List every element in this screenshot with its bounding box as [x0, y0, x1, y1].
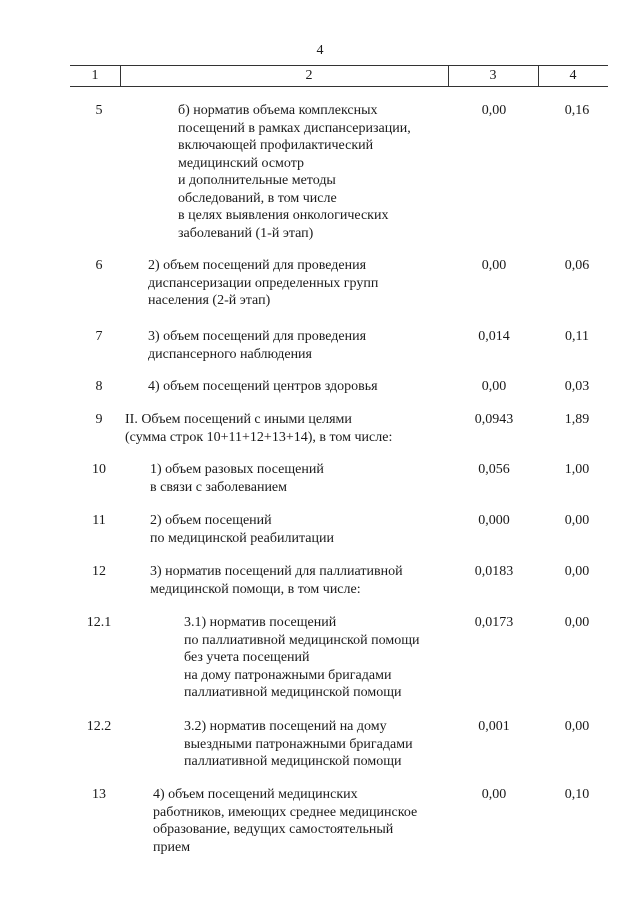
row-text-line: паллиативной медицинской помощи	[184, 685, 402, 700]
row-description	[178, 102, 411, 242]
row-text-line: 1) объем разовых посещений	[150, 462, 324, 477]
row-text-line: медицинской помощи, в том числе:	[150, 581, 361, 597]
row-value-col4: 0,03	[564, 379, 590, 394]
row-text-line: 4) объем посещений центров здоровья	[148, 379, 378, 394]
row-number: 8	[95, 379, 103, 394]
row-number: 6	[95, 258, 103, 273]
row-text-line: б) норматив объема комплексных	[178, 103, 378, 118]
row-value-col4: 0,00	[564, 513, 590, 528]
row-number: 7	[95, 329, 103, 344]
row-number: 12	[92, 564, 106, 579]
row-text-line: II. Объем посещений с иными целями	[125, 412, 352, 427]
header-col-2: 2	[305, 68, 313, 83]
row-text-line: работников, имеющих среднее медицинское	[153, 804, 418, 820]
row-value-col3: 0,014	[478, 329, 510, 344]
row-value-col3: 0,0183	[474, 564, 514, 579]
row-value-col4: 1,89	[564, 412, 590, 427]
row-text-line: 3) объем посещений для проведения	[148, 329, 367, 344]
row-value-col3: 0,0943	[474, 412, 514, 427]
row-number: 9	[95, 412, 103, 427]
row-description	[148, 378, 378, 396]
row-text-line: по медицинской реабилитации	[150, 530, 334, 546]
row-text-line: образование, ведущих самостоятельный	[153, 822, 394, 837]
row-text-line: без учета посещений	[184, 650, 310, 665]
row-value-col3: 0,00	[481, 103, 507, 118]
row-value-col4: 0,16	[564, 103, 590, 118]
row-text-line: 2) объем посещений	[150, 513, 272, 528]
row-value-col3: 0,00	[481, 379, 507, 394]
row-text-line: паллиативной медицинской помощи	[184, 754, 402, 769]
row-text-line: выездными патронажными бригадами	[184, 736, 413, 752]
row-description	[125, 411, 392, 446]
page-number: 4	[316, 43, 324, 58]
row-description	[148, 328, 366, 363]
header-col-1: 1	[91, 68, 99, 83]
header-col-3: 3	[489, 68, 497, 83]
row-text-line: обследований, в том числе	[178, 190, 337, 206]
row-text-line: 3) норматив посещений для паллиативной	[150, 564, 403, 579]
row-value-col4: 0,00	[564, 564, 590, 579]
row-text-line: включающей профилактический	[178, 138, 374, 153]
row-value-col3: 0,000	[478, 513, 510, 528]
row-text-line: диспансерного наблюдения	[148, 346, 312, 362]
header-col-4: 4	[569, 68, 577, 83]
row-value-col4: 0,10	[564, 787, 590, 802]
row-number: 11	[92, 513, 106, 528]
row-text-line: 4) объем посещений медицинских	[153, 787, 358, 802]
row-text-line: диспансеризации определенных групп	[148, 275, 379, 291]
row-description	[150, 563, 403, 598]
row-text-line: по паллиативной медицинской помощи	[184, 632, 420, 648]
row-value-col4: 0,11	[565, 329, 589, 344]
row-value-col3: 0,056	[478, 462, 510, 477]
table-header	[70, 65, 608, 87]
row-description	[184, 614, 419, 702]
row-description	[150, 512, 334, 547]
row-value-col4: 0,00	[564, 719, 590, 734]
row-text-line: 3.1) норматив посещений	[184, 615, 337, 630]
row-text-line: и дополнительные методы	[178, 173, 336, 188]
row-number: 12.1	[86, 615, 112, 630]
row-description	[153, 786, 417, 856]
row-text-line: прием	[153, 839, 191, 855]
row-text-line: посещений в рамках диспансеризации,	[178, 120, 411, 136]
row-text-line: в связи с заболеванием	[150, 479, 288, 495]
row-description	[148, 257, 378, 310]
row-text-line: 3.2) норматив посещений на дому	[184, 719, 387, 734]
row-value-col4: 1,00	[564, 462, 590, 477]
row-value-col4: 0,06	[564, 258, 590, 273]
row-description	[184, 718, 413, 771]
row-text-line: медицинский осмотр	[178, 155, 305, 171]
row-number: 5	[95, 103, 103, 118]
row-text-line: заболеваний (1-й этап)	[178, 225, 314, 241]
row-value-col3: 0,0173	[474, 615, 514, 630]
row-text-line: на дому патронажными бригадами	[184, 667, 392, 683]
row-value-col3: 0,001	[478, 719, 510, 734]
row-number: 12.2	[86, 719, 112, 734]
row-text-line: (сумма строк 10+11+12+13+14), в том числе:	[125, 429, 393, 445]
row-number: 13	[92, 787, 106, 802]
row-value-col3: 0,00	[481, 258, 507, 273]
row-number: 10	[92, 462, 106, 477]
row-value-col3: 0,00	[481, 787, 507, 802]
row-text-line: в целях выявления онкологических	[178, 208, 389, 223]
row-text-line: 2) объем посещений для проведения	[148, 258, 367, 273]
row-text-line: населения (2-й этап)	[148, 293, 271, 308]
row-value-col4: 0,00	[564, 615, 590, 630]
row-description	[150, 461, 324, 496]
